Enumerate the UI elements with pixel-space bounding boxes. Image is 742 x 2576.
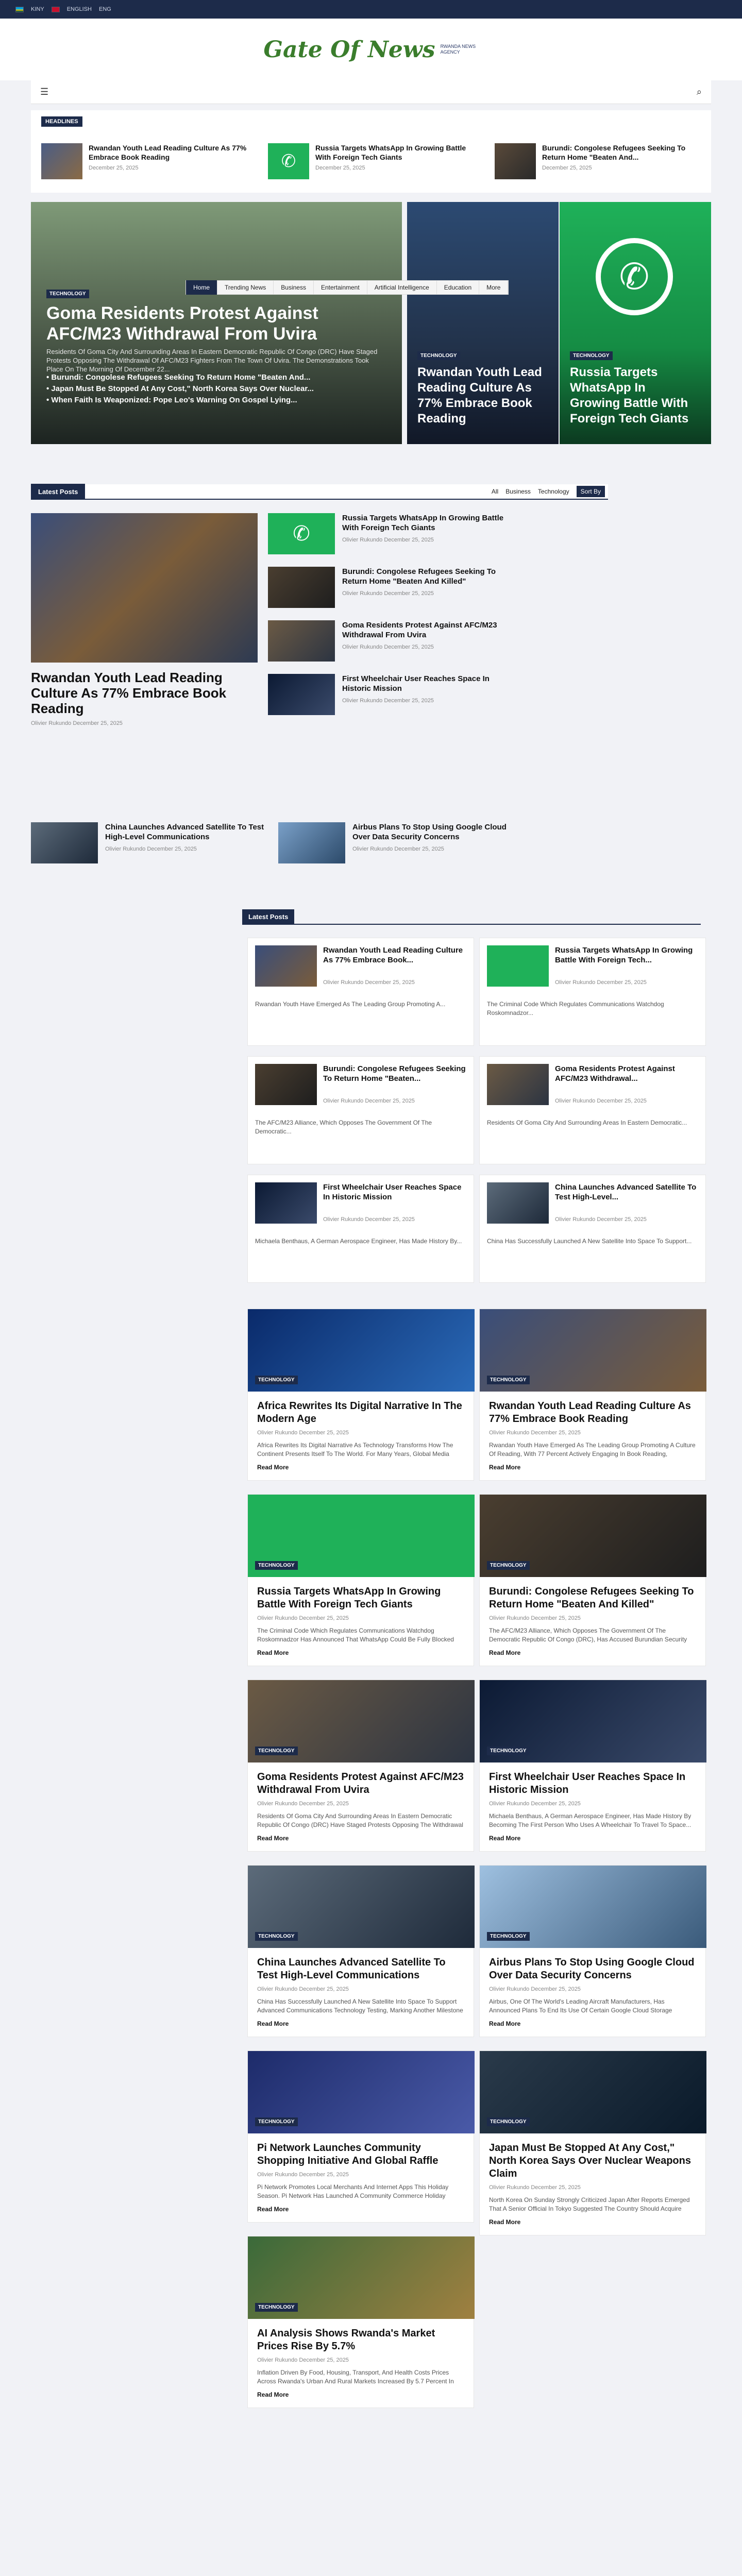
headline-date: December 25, 2025 [89, 165, 139, 171]
article-title[interactable]: China Launches Advanced Satellite To Test High-Level Communications [257, 1957, 446, 1981]
article-category[interactable]: TECHNOLOGY [487, 1376, 530, 1384]
article-card[interactable] [247, 1494, 474, 1666]
article-category[interactable]: TECHNOLOGY [487, 1747, 530, 1755]
article-card[interactable] [479, 1680, 706, 1852]
article-image[interactable] [248, 1309, 475, 1392]
article-card[interactable] [247, 2050, 474, 2223]
read-more-link[interactable]: Read More [257, 2206, 289, 2213]
article-card[interactable] [479, 1494, 706, 1666]
latest-small-post[interactable] [268, 674, 505, 715]
post-thumb [278, 822, 345, 863]
main-menu [185, 280, 509, 295]
article-image[interactable] [248, 1495, 475, 1577]
post-meta: Olivier Rukundo December 25, 2025 [555, 1098, 647, 1104]
post-title[interactable]: Burundi: Congolese Refugees Seeking To Return Home "Beaten And Killed" [342, 567, 496, 586]
mini-post[interactable] [479, 1056, 706, 1164]
article-image[interactable] [248, 1866, 475, 1948]
article-excerpt: China Has Successfully Launched A New Satellite Into Space To Support Advanced Communications Technology Testing, Marking Another Milestone [257, 1998, 463, 2014]
article-card[interactable] [247, 1680, 474, 1852]
whatsapp-icon: ✆ [268, 513, 335, 554]
article-image[interactable] [480, 1495, 706, 1577]
article-meta: Olivier Rukundo December 25, 2025 [489, 1801, 581, 1807]
mini-post[interactable] [479, 1175, 706, 1283]
post-excerpt: Michaela Benthaus, A German Aerospace Engineer, Has Made History By... [255, 1238, 462, 1245]
post-meta: Olivier Rukundo December 25, 2025 [31, 720, 123, 726]
whatsapp-icon: ✆ [596, 238, 673, 315]
post-meta: Olivier Rukundo December 25, 2025 [323, 1216, 415, 1223]
article-excerpt: The Criminal Code Which Regulates Communications Watchdog Roskomnadzor Has Announced That WhatsApp Could Be Fully Blocked [257, 1627, 454, 1643]
article-meta: Olivier Rukundo December 25, 2025 [257, 1801, 349, 1807]
post-meta: Olivier Rukundo December 25, 2025 [555, 979, 647, 986]
post-excerpt: Rwandan Youth Have Emerged As The Leading Group Promoting A... [255, 1001, 446, 1008]
rwanda-flag-icon[interactable] [15, 7, 24, 12]
read-more-link[interactable]: Read More [489, 1835, 521, 1842]
hero-related-item[interactable]: • Burundi: Congolese Refugees Seeking To Return Home "Beaten And... [46, 373, 311, 382]
latest-tabs [31, 484, 608, 500]
post-thumb [487, 945, 549, 987]
post-meta: Olivier Rukundo December 25, 2025 [352, 846, 444, 852]
post-thumb [268, 620, 335, 662]
post-title[interactable]: Russia Targets WhatsApp In Growing Battle With Foreign Tech Giants [342, 514, 504, 532]
article-meta: Olivier Rukundo December 25, 2025 [489, 1430, 581, 1436]
article-excerpt: Africa Rewrites Its Digital Narrative As Technology Transforms How The Continent Presents Itself To The World. For Many Years, Global Media [257, 1442, 453, 1458]
post-excerpt: The AFC/M23 Alliance, Which Opposes The Government Of The Democratic... [255, 1119, 432, 1135]
article-image[interactable] [480, 2051, 706, 2133]
sort-by-select[interactable]: Sort By [577, 486, 605, 497]
article-image[interactable] [248, 1680, 475, 1762]
article-category[interactable]: TECHNOLOGY [487, 2117, 530, 2126]
article-excerpt: The AFC/M23 Alliance, Which Opposes The Government Of The Democratic Republic Of Congo (DRC), Has Accused Burundian Security [489, 1627, 687, 1643]
article-excerpt: Pi Network Promotes Local Merchants And Internet Apps This Holiday Season. Pi Network Has Launched A Community Commerce Holiday [257, 2183, 449, 2199]
post-meta: Olivier Rukundo December 25, 2025 [342, 537, 434, 543]
post-thumb [268, 674, 335, 715]
article-image[interactable] [480, 1680, 706, 1762]
article-excerpt: Inflation Driven By Food, Housing, Transport, And Health Costs Prices Across Rwanda's Urban And Rural Markets Increased By 5.7 Percent In [257, 2369, 454, 2385]
post-thumb [255, 1182, 317, 1224]
headline-thumb [495, 143, 536, 179]
top-bar [0, 0, 742, 19]
post-meta: Olivier Rukundo December 25, 2025 [342, 644, 434, 650]
post-thumb [487, 1182, 549, 1224]
article-image[interactable] [480, 1866, 706, 1948]
post-title[interactable]: First Wheelchair User Reaches Space In Historic Mission [323, 1183, 462, 1201]
mini-post[interactable] [479, 938, 706, 1046]
article-title[interactable]: Rwandan Youth Lead Reading Culture As 77% Embrace Book Reading [489, 1400, 691, 1425]
article-meta: Olivier Rukundo December 25, 2025 [257, 1615, 349, 1621]
hero-category[interactable]: TECHNOLOGY [417, 351, 460, 360]
menu-item[interactable]: Trending News [217, 280, 274, 295]
article-title[interactable]: AI Analysis Shows Rwanda's Market Prices Rise By 5.7% [257, 2328, 435, 2352]
hero-category[interactable]: TECHNOLOGY [46, 290, 89, 298]
article-card[interactable] [247, 1865, 474, 2037]
post-meta: Olivier Rukundo December 25, 2025 [323, 1098, 415, 1104]
post-thumb [255, 1064, 317, 1105]
latest-big-post[interactable] [31, 513, 258, 726]
menu-item[interactable]: Business [274, 280, 314, 295]
hero-category[interactable]: TECHNOLOGY [570, 351, 613, 360]
mini-post[interactable] [247, 1056, 474, 1164]
article-image[interactable] [248, 2236, 475, 2319]
tab-latest-posts[interactable]: Latest Posts [31, 484, 85, 500]
lang-eng[interactable]: ENG [98, 6, 111, 12]
headline-date: December 25, 2025 [542, 165, 592, 171]
article-category[interactable]: TECHNOLOGY [255, 2303, 298, 2312]
article-card[interactable] [479, 1309, 706, 1481]
post-title[interactable]: Rwandan Youth Lead Reading Culture As 77% Embrace Book... [323, 946, 463, 964]
read-more-link[interactable]: Read More [489, 2020, 521, 2027]
post-excerpt: China Has Successfully Launched A New Satellite Into Space To Support... [487, 1238, 692, 1245]
headline-item[interactable] [41, 143, 247, 179]
article-category[interactable]: TECHNOLOGY [255, 1747, 298, 1755]
uk-flag-icon[interactable] [52, 7, 60, 12]
article-meta: Olivier Rukundo December 25, 2025 [489, 1986, 581, 1992]
post-excerpt: The Criminal Code Which Regulates Communications Watchdog Roskomnadzor... [487, 1001, 664, 1016]
hero-side-title[interactable]: Russia Targets WhatsApp In Growing Battle With Foreign Tech Giants [570, 365, 689, 426]
lang-english[interactable]: ENGLISH [66, 6, 92, 12]
post-title[interactable]: China Launches Advanced Satellite To Test High-Level... [555, 1183, 697, 1201]
article-category[interactable]: TECHNOLOGY [487, 1932, 530, 1941]
latest-small-post[interactable] [268, 620, 505, 662]
tab-business[interactable]: Business [505, 488, 531, 495]
read-more-link[interactable]: Read More [257, 2391, 289, 2398]
site-logo[interactable] [263, 37, 478, 63]
post-thumb [268, 567, 335, 608]
article-category[interactable]: TECHNOLOGY [255, 2117, 298, 2126]
post-meta: Olivier Rukundo December 25, 2025 [323, 979, 415, 986]
menu-item[interactable]: Artificial Intelligence [367, 280, 437, 295]
menu-item[interactable]: Education [437, 280, 479, 295]
article-excerpt: Residents Of Goma City And Surrounding Areas In Eastern Democratic Republic Of Congo (DRC) Have Staged Protests Opposing The Withdrawal [257, 1812, 463, 1828]
post-meta: Olivier Rukundo December 25, 2025 [105, 846, 197, 852]
article-excerpt: Michaela Benthaus, A German Aerospace Engineer, Has Made History By Becoming The First Person Who Uses A Wheelchair To Travel To Space... [489, 1812, 692, 1828]
hero-main-story[interactable] [31, 202, 402, 444]
hero-side-story[interactable] [560, 202, 711, 444]
post-image[interactable] [31, 513, 258, 663]
headlines-label: HEADLINES [41, 116, 82, 127]
article-title[interactable]: Airbus Plans To Stop Using Google Cloud Over Data Security Concerns [489, 1957, 695, 1981]
post-excerpt: Residents Of Goma City And Surrounding Areas In Eastern Democratic... [487, 1119, 687, 1126]
article-title[interactable]: Goma Residents Protest Against AFC/M23 Withdrawal From Uvira [257, 1771, 464, 1795]
search-icon[interactable]: ⌕ [696, 87, 702, 97]
article-meta: Olivier Rukundo December 25, 2025 [257, 2357, 349, 2363]
post-title[interactable]: Goma Residents Protest Against AFC/M23 Withdrawal From Uvira [342, 621, 497, 639]
post-meta: Olivier Rukundo December 25, 2025 [342, 698, 434, 704]
hero-side-story[interactable] [407, 202, 559, 444]
hero-section [31, 202, 711, 444]
read-more-link[interactable]: Read More [489, 2218, 521, 2226]
headline-item[interactable] [268, 143, 474, 179]
article-card[interactable] [247, 1309, 474, 1481]
headline-title[interactable]: Burundi: Congolese Refugees Seeking To Return Home "Beaten And... [542, 144, 686, 161]
read-more-link[interactable]: Read More [489, 1464, 521, 1471]
tab-all[interactable]: All [491, 488, 499, 495]
article-card[interactable] [479, 2050, 706, 2235]
hero-title[interactable]: Goma Residents Protest Against AFC/M23 Withdrawal From Uvira [46, 303, 318, 344]
hero-excerpt: Residents Of Goma City And Surrounding Areas In Eastern Democratic Republic Of Congo (DRC) Have Staged Protests Opposing The Withdrawal Of AFC/M23 Fighters From The Town Of Uvira. The Demonstrations Took Place On The Morning Of December 22... [46, 348, 378, 373]
article-title[interactable]: Japan Must Be Stopped At Any Cost," North Korea Says Over Nuclear Weapons Claim [489, 2142, 691, 2179]
logo-text: Gate Of News [263, 36, 435, 63]
post-title[interactable]: China Launches Advanced Satellite To Test High-Level Communications [105, 823, 264, 841]
article-excerpt: Airbus, One Of The World's Leading Aircraft Manufacturers, Has Announced Plans To End Its Use Of Certain Google Cloud Storage [489, 1998, 672, 2014]
menu-item[interactable]: Home [186, 280, 217, 295]
article-title[interactable]: Pi Network Launches Community Shopping Initiative And Global Raffle [257, 2142, 439, 2166]
read-more-link[interactable]: Read More [257, 2020, 289, 2027]
tab-technology[interactable]: Technology [537, 488, 569, 495]
post-meta: Olivier Rukundo December 25, 2025 [342, 590, 434, 597]
latest-posts-head [242, 909, 701, 925]
article-category[interactable]: TECHNOLOGY [255, 1561, 298, 1570]
article-title[interactable]: First Wheelchair User Reaches Space In Historic Mission [489, 1771, 686, 1795]
article-category[interactable]: TECHNOLOGY [487, 1561, 530, 1570]
article-category[interactable]: TECHNOLOGY [255, 1376, 298, 1384]
headlines-ticker [31, 110, 711, 193]
hero-related-list [46, 372, 386, 406]
read-more-link[interactable]: Read More [257, 1835, 289, 1842]
latest-bottom-post[interactable] [31, 822, 268, 863]
article-excerpt: North Korea On Sunday Strongly Criticized Japan After Reports Emerged That A Senior Official In Tokyo Suggested The Country Should Acquire [489, 2196, 690, 2212]
article-card[interactable] [247, 2236, 474, 2408]
read-more-link[interactable]: Read More [257, 1649, 289, 1656]
site-header [0, 19, 742, 80]
logo-tagline: RWANDA NEWS AGENCY [440, 44, 476, 55]
lang-kiny[interactable]: KINY [31, 6, 44, 12]
article-title[interactable]: Russia Targets WhatsApp In Growing Battle With Foreign Tech Giants [257, 1586, 441, 1610]
post-thumb [487, 1064, 549, 1105]
section-title: Latest Posts [242, 909, 294, 924]
post-title[interactable]: Rwandan Youth Lead Reading Culture As 77% Embrace Book Reading [31, 670, 227, 716]
article-image[interactable] [480, 1309, 706, 1392]
article-meta: Olivier Rukundo December 25, 2025 [489, 2184, 581, 2191]
read-more-link[interactable]: Read More [489, 1649, 521, 1656]
post-thumb [255, 945, 317, 987]
article-meta: Olivier Rukundo December 25, 2025 [257, 2172, 349, 2178]
headline-thumb [41, 143, 82, 179]
hero-related-item[interactable]: • When Faith Is Weaponized: Pope Leo's Warning On Gospel Lying... [46, 396, 297, 404]
mini-post[interactable] [247, 1175, 474, 1283]
latest-small-post[interactable] [268, 513, 505, 554]
post-title[interactable]: Goma Residents Protest Against AFC/M23 Withdrawal... [555, 1064, 675, 1083]
mini-post[interactable] [247, 938, 474, 1046]
article-excerpt: Rwandan Youth Have Emerged As The Leading Group Promoting A Culture Of Reading, With 77 Percent Actively Engaging In Book Reading, [489, 1442, 696, 1458]
article-title[interactable]: Burundi: Congolese Refugees Seeking To Return Home "Beaten And Killed" [489, 1586, 694, 1610]
menu-icon[interactable]: ☰ [40, 87, 49, 97]
nav-bar [31, 80, 711, 104]
post-meta: Olivier Rukundo December 25, 2025 [555, 1216, 647, 1223]
latest-small-post[interactable] [268, 567, 505, 608]
headline-title[interactable]: Rwandan Youth Lead Reading Culture As 77% Embrace Book Reading [89, 144, 247, 161]
hero-side-title[interactable]: Rwandan Youth Lead Reading Culture As 77% Embrace Book Reading [417, 365, 542, 426]
post-title[interactable]: First Wheelchair User Reaches Space In Historic Mission [342, 674, 490, 693]
article-meta: Olivier Rukundo December 25, 2025 [489, 1615, 581, 1621]
headline-title[interactable]: Russia Targets WhatsApp In Growing Battle With Foreign Tech Giants [315, 144, 466, 161]
article-meta: Olivier Rukundo December 25, 2025 [257, 1986, 349, 1992]
read-more-link[interactable]: Read More [257, 1464, 289, 1471]
article-title[interactable]: Africa Rewrites Its Digital Narrative In The Modern Age [257, 1400, 462, 1425]
menu-item[interactable]: Entertainment [314, 280, 367, 295]
article-category[interactable]: TECHNOLOGY [255, 1932, 298, 1941]
post-title[interactable]: Airbus Plans To Stop Using Google Cloud Over Data Security Concerns [352, 823, 507, 841]
headline-item[interactable] [495, 143, 701, 179]
article-card[interactable] [479, 1865, 706, 2037]
hero-related-item[interactable]: • Japan Must Be Stopped At Any Cost," North Korea Says Over Nuclear... [46, 384, 314, 393]
post-thumb [31, 822, 98, 863]
post-title[interactable]: Burundi: Congolese Refugees Seeking To Return Home "Beaten... [323, 1064, 466, 1083]
latest-bottom-post[interactable] [278, 822, 515, 863]
article-meta: Olivier Rukundo December 25, 2025 [257, 1430, 349, 1436]
menu-item[interactable]: More [479, 280, 508, 295]
post-title[interactable]: Russia Targets WhatsApp In Growing Battle With Foreign Tech... [555, 946, 693, 964]
headline-date: December 25, 2025 [315, 165, 365, 171]
whatsapp-icon: ✆ [268, 143, 309, 179]
article-image[interactable] [248, 2051, 475, 2133]
